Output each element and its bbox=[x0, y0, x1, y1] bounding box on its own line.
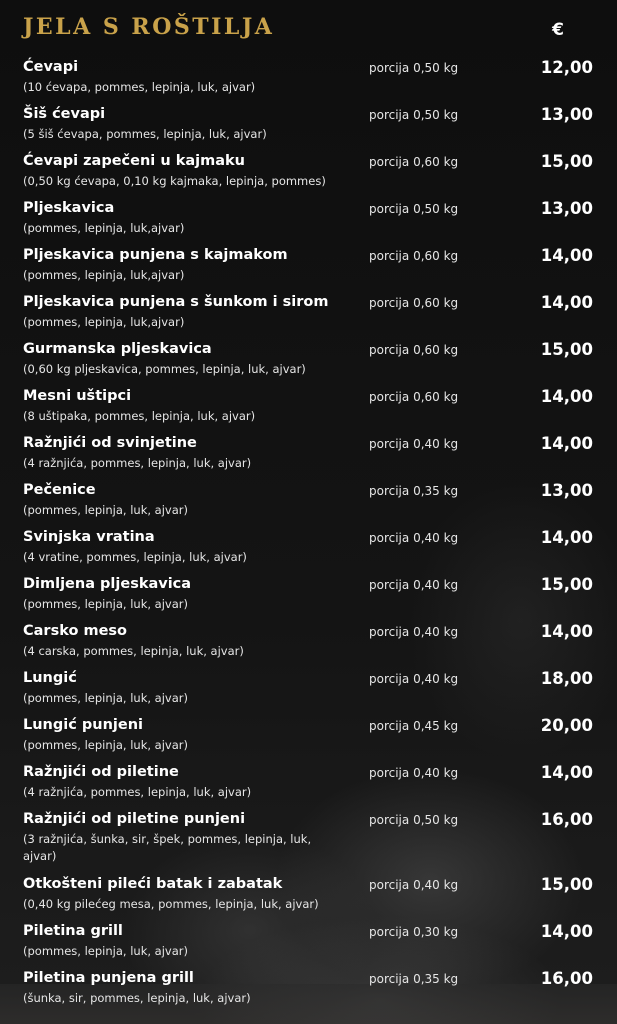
item-description: (4 ražnjića, pommes, lepinja, luk, ajvar) bbox=[23, 785, 252, 799]
item-name: Mesni uštipci bbox=[23, 388, 132, 404]
menu-item bbox=[23, 622, 593, 669]
menu-item bbox=[23, 969, 593, 1016]
item-price: 18,00 bbox=[540, 669, 593, 688]
item-name: Ćevapi bbox=[23, 59, 79, 75]
item-price: 13,00 bbox=[540, 481, 593, 500]
item-name: Piletina grill bbox=[23, 923, 123, 939]
item-description: (4 carska, pommes, lepinja, luk, ajvar) bbox=[23, 644, 244, 658]
item-portion: porcija 0,40 kg bbox=[369, 878, 459, 892]
currency-symbol: € bbox=[552, 20, 564, 40]
item-portion: porcija 0,60 kg bbox=[369, 155, 459, 169]
item-portion: porcija 0,40 kg bbox=[369, 766, 459, 780]
item-price: 15,00 bbox=[540, 575, 593, 594]
section-title: JELA S ROŠTILJA bbox=[23, 14, 275, 40]
item-name: Carsko meso bbox=[23, 623, 128, 639]
item-name: Pljeskavica bbox=[23, 200, 115, 216]
item-description: (10 ćevapa, pommes, lepinja, luk, ajvar) bbox=[23, 80, 256, 94]
item-description: (0,60 kg pljeskavica, pommes, lepinja, luk, ajvar) bbox=[23, 362, 306, 376]
item-name: Pljeskavica punjena s kajmakom bbox=[23, 247, 288, 263]
item-price: 16,00 bbox=[540, 969, 593, 988]
menu-list bbox=[23, 58, 593, 1016]
item-portion: porcija 0,60 kg bbox=[369, 249, 459, 263]
item-price: 14,00 bbox=[540, 293, 593, 312]
item-description: (pommes, lepinja, luk, ajvar) bbox=[23, 597, 188, 611]
menu-item bbox=[23, 293, 593, 340]
item-portion: porcija 0,30 kg bbox=[369, 925, 459, 939]
item-price: 15,00 bbox=[540, 340, 593, 359]
menu-item bbox=[23, 481, 593, 528]
item-description: (0,50 kg ćevapa, 0,10 kg kajmaka, lepinja, pommes) bbox=[23, 174, 326, 188]
item-description: (0,40 kg pilećeg mesa, pommes, lepinja, luk, ajvar) bbox=[23, 897, 319, 911]
menu-item bbox=[23, 875, 593, 922]
item-portion: porcija 0,60 kg bbox=[369, 296, 459, 310]
item-price: 14,00 bbox=[540, 387, 593, 406]
menu-item bbox=[23, 528, 593, 575]
item-description: (pommes, lepinja, luk, ajvar) bbox=[23, 738, 188, 752]
item-price: 14,00 bbox=[540, 434, 593, 453]
item-portion: porcija 0,40 kg bbox=[369, 437, 459, 451]
item-price: 14,00 bbox=[540, 922, 593, 941]
item-price: 16,00 bbox=[540, 810, 593, 829]
menu-item bbox=[23, 763, 593, 810]
item-name: Lungić bbox=[23, 670, 77, 686]
item-portion: porcija 0,50 kg bbox=[369, 813, 459, 827]
item-name: Ćevapi zapečeni u kajmaku bbox=[23, 153, 245, 169]
menu-item bbox=[23, 105, 593, 152]
item-description: (4 ražnjića, pommes, lepinja, luk, ajvar) bbox=[23, 456, 252, 470]
item-description: (pommes, lepinja, luk, ajvar) bbox=[23, 691, 188, 705]
menu-header bbox=[23, 14, 594, 50]
item-price: 15,00 bbox=[540, 152, 593, 171]
item-price: 13,00 bbox=[540, 105, 593, 124]
item-name: Gurmanska pljeskavica bbox=[23, 341, 212, 357]
item-price: 15,00 bbox=[540, 875, 593, 894]
menu-item bbox=[23, 152, 593, 199]
item-name: Dimljena pljeskavica bbox=[23, 576, 192, 592]
item-name: Ražnjići od piletine bbox=[23, 764, 179, 780]
item-price: 14,00 bbox=[540, 528, 593, 547]
menu-item bbox=[23, 575, 593, 622]
menu-item bbox=[23, 669, 593, 716]
menu-item bbox=[23, 922, 593, 969]
item-name: Lungić punjeni bbox=[23, 717, 144, 733]
menu-item bbox=[23, 716, 593, 763]
item-description: (pommes, lepinja, luk, ajvar) bbox=[23, 944, 188, 958]
item-price: 13,00 bbox=[540, 199, 593, 218]
item-portion: porcija 0,60 kg bbox=[369, 390, 459, 404]
item-name: Piletina punjena grill bbox=[23, 970, 194, 986]
item-portion: porcija 0,40 kg bbox=[369, 672, 459, 686]
menu-item bbox=[23, 387, 593, 434]
item-price: 12,00 bbox=[540, 58, 593, 77]
item-portion: porcija 0,40 kg bbox=[369, 578, 459, 592]
menu-item bbox=[23, 58, 593, 105]
item-description: (pommes, lepinja, luk,ajvar) bbox=[23, 268, 185, 282]
item-description: (pommes, lepinja, luk, ajvar) bbox=[23, 503, 188, 517]
item-portion: porcija 0,60 kg bbox=[369, 343, 459, 357]
item-name: Pljeskavica punjena s šunkom i sirom bbox=[23, 294, 329, 310]
item-price: 14,00 bbox=[540, 763, 593, 782]
item-portion: porcija 0,45 kg bbox=[369, 719, 459, 733]
item-description: (šunka, sir, pommes, lepinja, luk, ajvar) bbox=[23, 991, 251, 1005]
item-portion: porcija 0,35 kg bbox=[369, 972, 459, 986]
item-name: Otkošteni pileći batak i zabatak bbox=[23, 876, 283, 892]
item-price: 20,00 bbox=[540, 716, 593, 735]
menu-item bbox=[23, 246, 593, 293]
item-price: 14,00 bbox=[540, 246, 593, 265]
item-description: (8 uštipaka, pommes, lepinja, luk, ajvar) bbox=[23, 409, 256, 423]
item-name: Svinjska vratina bbox=[23, 529, 155, 545]
menu-item bbox=[23, 810, 593, 875]
item-portion: porcija 0,50 kg bbox=[369, 202, 459, 216]
menu-item bbox=[23, 434, 593, 481]
item-description: (4 vratine, pommes, lepinja, luk, ajvar) bbox=[23, 550, 247, 564]
menu-item bbox=[23, 199, 593, 246]
item-description: (pommes, lepinja, luk,ajvar) bbox=[23, 221, 185, 235]
item-description: (3 ražnjića, šunka, sir, špek, pommes, lepinja, luk, ajvar) bbox=[23, 832, 312, 863]
menu-item bbox=[23, 340, 593, 387]
item-name: Šiš ćevapi bbox=[23, 106, 106, 122]
item-portion: porcija 0,40 kg bbox=[369, 531, 459, 545]
item-name: Pečenice bbox=[23, 482, 96, 498]
item-name: Ražnjići od svinjetine bbox=[23, 435, 197, 451]
item-portion: porcija 0,50 kg bbox=[369, 108, 459, 122]
item-description: (pommes, lepinja, luk,ajvar) bbox=[23, 315, 185, 329]
item-description: (5 šiš ćevapa, pommes, lepinja, luk, ajvar) bbox=[23, 127, 267, 141]
item-portion: porcija 0,35 kg bbox=[369, 484, 459, 498]
item-portion: porcija 0,50 kg bbox=[369, 61, 459, 75]
item-price: 14,00 bbox=[540, 622, 593, 641]
item-portion: porcija 0,40 kg bbox=[369, 625, 459, 639]
item-name: Ražnjići od piletine punjeni bbox=[23, 811, 246, 827]
